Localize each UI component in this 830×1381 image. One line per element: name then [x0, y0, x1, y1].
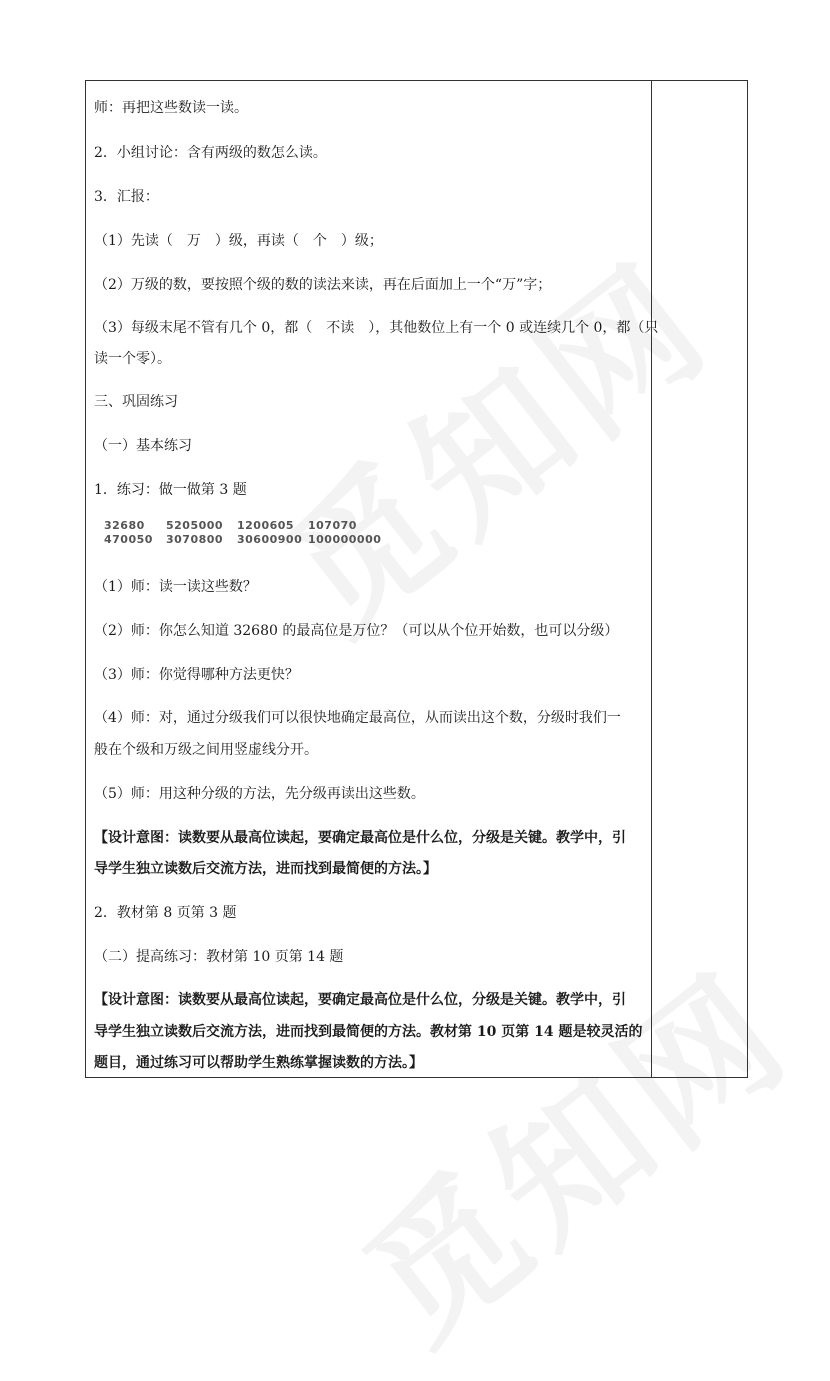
lesson-table	[85, 80, 748, 1078]
text-line: （3）师：你觉得哪种方法更快？	[94, 667, 299, 683]
text-line: （二）提高练习：教材第 10 页第 14 题	[94, 949, 344, 965]
design-intent-note: 【设计意图：读数要从最高位读起，要确定最高位是什么位，分级是关键。教学中，引	[94, 830, 626, 846]
exercise-number: 32680	[104, 519, 145, 532]
text-line: （3）每级末尾不管有几个 0，都（ 不读 ），其他数位上有一个 0 或连续几个 0，都（只	[94, 320, 659, 336]
text-line: 2．教材第 8 页第 3 题	[94, 905, 237, 921]
text-line: 1．练习：做一做第 3 题	[94, 482, 247, 498]
section-heading: 三、巩固练习	[94, 394, 178, 410]
text-line: （2）师：你怎么知道 32680 的最高位是万位？（可以从个位开始数，也可以分级）	[94, 623, 619, 639]
text-line: （4）师：对，通过分级我们可以很快地确定最高位，从而读出这个数，分级时我们一	[94, 710, 621, 726]
exercise-number: 1200605	[237, 519, 295, 532]
text-line: 读一个零）。	[94, 351, 171, 367]
column-divider	[651, 81, 652, 1077]
text-line: 2．小组讨论：含有两级的数怎么读。	[94, 145, 327, 161]
design-intent-note: 【设计意图：读数要从最高位读起，要确定最高位是什么位，分级是关键。教学中，引	[94, 992, 626, 1008]
subsection-heading: （一）基本练习	[94, 438, 192, 454]
text-line: （1）师：读一读这些数？	[94, 579, 257, 595]
design-intent-note: 导学生独立读数后交流方法，进而找到最简便的方法。教材第 10 页第 14 题是较灵活的	[94, 1024, 643, 1040]
exercise-number: 470050	[104, 533, 153, 546]
exercise-number: 3070800	[166, 533, 224, 546]
text-line: 师：再把这些数读一读。	[94, 100, 248, 116]
text-line: 般在个级和万级之间用竖虚线分开。	[94, 742, 318, 758]
exercise-number: 30600900	[237, 533, 303, 546]
text-line: （1）先读（ 万 ）级，再读（ 个 ）级；	[94, 233, 383, 249]
design-intent-note: 导学生独立读数后交流方法，进而找到最简便的方法。】	[94, 861, 437, 877]
text-line: （2）万级的数，要按照个级的数的读法来读，再在后面加上一个“万”字；	[94, 277, 552, 293]
text-line: 3．汇报：	[94, 189, 159, 205]
exercise-number: 5205000	[166, 519, 224, 532]
design-intent-note: 题目，通过练习可以帮助学生熟练掌握读数的方法。】	[94, 1055, 423, 1071]
exercise-number: 100000000	[308, 533, 382, 546]
text-line: （5）师：用这种分级的方法，先分级再读出这些数。	[94, 786, 425, 802]
exercise-number: 107070	[308, 519, 357, 532]
